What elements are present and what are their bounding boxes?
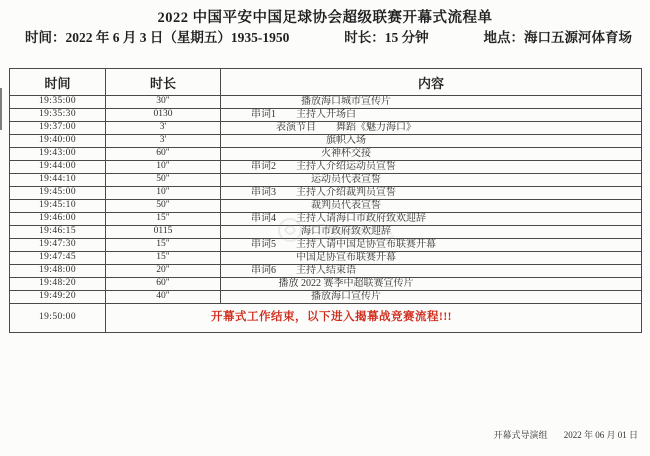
footer-date: 2022 年 06 月 01 日: [563, 430, 638, 440]
schedule-row: [10, 226, 642, 239]
table-header-row: [10, 69, 642, 96]
cell-content: 播放 2022 赛季中超联赛宣传片: [221, 278, 642, 291]
cell-duration: 20": [106, 265, 221, 278]
cell-content: 火神杯交接: [221, 148, 642, 161]
scan-artifact: [0, 88, 2, 130]
cell-content: 播放海口宣传片: [221, 291, 642, 304]
schedule-row: [10, 252, 642, 265]
cell-duration: 3': [106, 135, 221, 148]
cell-content: 串词4 主持人请海口市政府致欢迎辞: [221, 213, 642, 226]
schedule-row: [10, 135, 642, 148]
cell-content: 串词1 主持人开场白: [221, 109, 642, 122]
col-header-duration: 时长: [106, 69, 221, 96]
cell-content: 中国足协宣布联赛开幕: [221, 252, 642, 265]
cell-duration: 3': [106, 122, 221, 135]
cell-duration: 0130: [106, 109, 221, 122]
info-time: 时间：2022 年 6 月 3 日（星期五）1935-1950: [25, 30, 290, 45]
cell-time: 19:35:30: [10, 109, 106, 122]
cell-time: 19:46:00: [10, 213, 106, 226]
cell-time: 19:44:00: [10, 161, 106, 174]
cell-content: 串词2 主持人介绍运动员宣誓: [221, 161, 642, 174]
cell-time: 19:47:30: [10, 239, 106, 252]
schedule-row: [10, 278, 642, 291]
footer-credit: 开幕式导演组: [493, 430, 548, 440]
cell-duration: 15": [106, 213, 221, 226]
schedule-row: [10, 213, 642, 226]
cell-content: 串词3 主持人介绍裁判员宣誓: [221, 187, 642, 200]
info-line: [25, 26, 632, 46]
cell-duration: 15": [106, 239, 221, 252]
cell-time: 19:35:00: [10, 96, 106, 109]
cell-duration: 10": [106, 161, 221, 174]
cell-content: 运动员代表宣誓: [221, 174, 642, 187]
schedule-row: [10, 148, 642, 161]
schedule-row: [10, 122, 642, 135]
cell-content: 海口市政府致欢迎辞: [221, 226, 642, 239]
cell-content: 串词6 主持人结束语: [221, 265, 642, 278]
cell-content: 裁判员代表宣誓: [221, 200, 642, 213]
cell-time: 19:48:20: [10, 278, 106, 291]
cell-duration: 0115: [106, 226, 221, 239]
col-header-time: 时间: [10, 69, 106, 96]
col-header-content: 内容: [221, 69, 642, 96]
cell-duration: 40": [106, 291, 221, 304]
schedule-row: [10, 239, 642, 252]
cell-content: 串词5 主持人请中国足协宣布联赛开幕: [221, 239, 642, 252]
cell-time: 19:37:00: [10, 122, 106, 135]
cell-time: 19:44:10: [10, 174, 106, 187]
cell-time: 19:50:00: [10, 304, 106, 333]
schedule-row: [10, 200, 642, 213]
cell-time: 19:40:00: [10, 135, 106, 148]
schedule-row: [10, 174, 642, 187]
schedule-final-row: [10, 304, 642, 333]
schedule-row: [10, 187, 642, 200]
cell-time: 19:45:00: [10, 187, 106, 200]
cell-duration: 10": [106, 187, 221, 200]
cell-time: 19:46:15: [10, 226, 106, 239]
cell-duration: 60": [106, 278, 221, 291]
cell-content: 旗帜入场: [221, 135, 642, 148]
schedule-row: [10, 161, 642, 174]
cell-content: 播放海口城市宣传片: [221, 96, 642, 109]
schedule-row: [10, 265, 642, 278]
schedule-table: [9, 68, 642, 333]
cell-duration: 15": [106, 252, 221, 265]
page-title: 2022 中国平安中国足球协会超级联赛开幕式流程单: [157, 10, 493, 26]
cell-duration: 60": [106, 148, 221, 161]
cell-time: 19:49:20: [10, 291, 106, 304]
cell-time: 19:43:00: [10, 148, 106, 161]
cell-time: 19:48:00: [10, 265, 106, 278]
cell-duration: 30": [106, 96, 221, 109]
schedule-row: [10, 109, 642, 122]
cell-time: 19:45:10: [10, 200, 106, 213]
cell-time: 19:47:45: [10, 252, 106, 265]
info-duration: 时长：15 分钟: [344, 30, 429, 45]
cell-duration: 50": [106, 200, 221, 213]
cell-content: 表演节目 舞蹈《魅力海口》: [221, 122, 642, 135]
schedule-row: [10, 96, 642, 109]
schedule-row: [10, 291, 642, 304]
footer: [493, 428, 638, 441]
info-venue: 地点：海口五源河体育场: [483, 30, 632, 45]
cell-final-content: 开幕式工作结束，以下进入揭幕战竞赛流程!!!: [106, 304, 642, 333]
cell-duration: 50": [106, 174, 221, 187]
